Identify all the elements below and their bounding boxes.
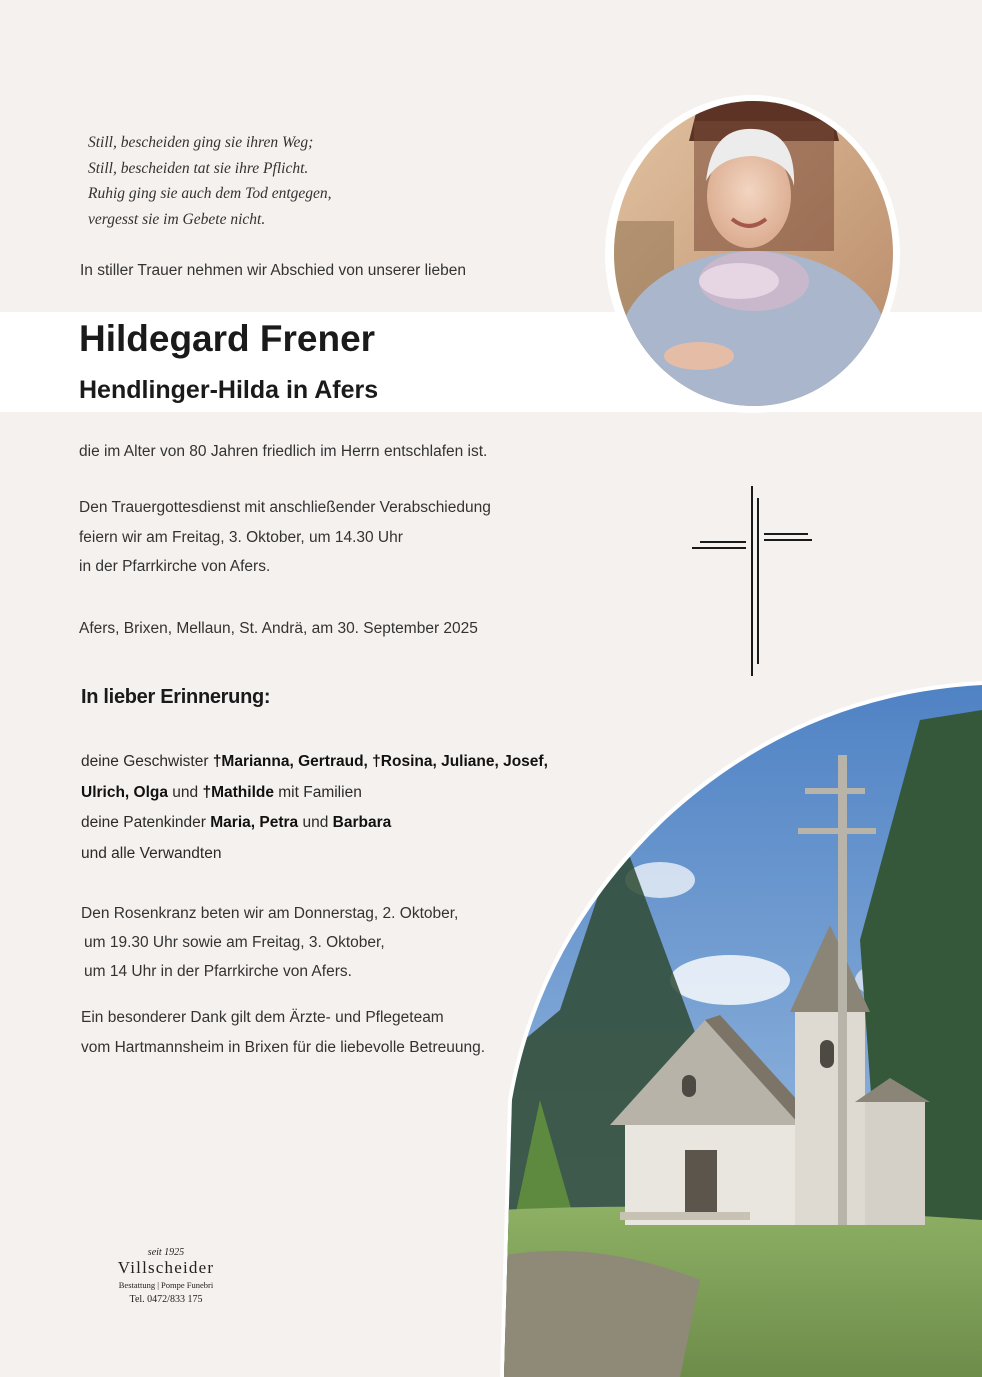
deceased-nickname: Hendlinger-Hilda in Afers — [79, 376, 379, 404]
family-text: und — [298, 814, 333, 831]
intro-text: In stiller Trauer nehmen wir Abschied von unserer lieben — [80, 262, 466, 279]
place-date: Afers, Brixen, Mellaun, St. Andrä, am 30. September 2025 — [79, 620, 478, 637]
poem-line: vergesst sie im Gebete nicht. — [88, 210, 266, 228]
family-line — [81, 808, 548, 839]
service-info — [79, 493, 491, 582]
family-list — [81, 747, 548, 869]
thanks-text — [81, 1003, 485, 1063]
church-landscape-image — [500, 680, 982, 1377]
logo-since: seit 1925 — [147, 1247, 185, 1258]
poem-line: Ruhig ging sie auch dem Tod entgegen, — [88, 185, 332, 202]
rosary-line: um 14 Uhr in der Pfarrkirche von Afers. — [84, 963, 352, 980]
family-names: †Marianna, Gertraud, †Rosina, Juliane, Josef, — [212, 753, 548, 770]
family-names: Barbara — [332, 814, 392, 831]
thanks-line: vom Hartmannsheim in Brixen für die liebevolle Betreuung. — [81, 1039, 486, 1056]
rosary-line: um 19.30 Uhr sowie am Freitag, 3. Oktober, — [84, 934, 385, 951]
logo-brand: Villscheider — [117, 1258, 215, 1277]
logo-subtitle: Bestattung | Pompe Funebri — [118, 1280, 214, 1290]
poem-line: Still, bescheiden tat sie ihre Pflicht. — [88, 159, 309, 177]
family-line: und alle Verwandten — [81, 844, 222, 862]
family-line — [81, 778, 548, 809]
rosary-line: Den Rosenkranz beten wir am Donnerstag, 2. Oktober, — [81, 905, 459, 922]
poem-line: Still, bescheiden ging sie ihren Weg; — [88, 134, 314, 151]
memory-title: In lieber Erinnerung: — [81, 686, 271, 708]
rosary-info — [81, 899, 458, 986]
deceased-name: Hildegard Frener — [79, 318, 376, 359]
family-text: deine Patenkinder — [81, 814, 211, 831]
family-names: †Mathilde — [202, 783, 274, 801]
family-line — [81, 747, 548, 778]
service-line: feiern wir am Freitag, 3. Oktober, um 14.30 Uhr — [79, 528, 403, 546]
logo-phone: Tel. 0472/833 175 — [129, 1294, 203, 1305]
family-text: und — [168, 783, 203, 801]
thanks-line: Ein besonderer Dank gilt dem Ärzte- und Pflegeteam — [81, 1009, 444, 1026]
family-text: deine Geschwister — [81, 753, 213, 770]
cross-icon — [688, 484, 818, 679]
family-names: Ulrich, Olga — [81, 783, 168, 801]
service-line: Den Trauergottesdienst mit anschließender Verabschiedung — [79, 499, 491, 516]
family-text: mit Familien — [273, 783, 362, 801]
portrait-photo — [614, 101, 893, 406]
poem — [88, 130, 332, 232]
service-line: in der Pfarrkirche von Afers. — [79, 558, 271, 575]
age-line: die im Alter von 80 Jahren friedlich im Herrn entschlafen ist. — [79, 443, 488, 460]
funeral-home-logo — [96, 1247, 236, 1305]
family-names: Maria, Petra — [210, 814, 299, 831]
